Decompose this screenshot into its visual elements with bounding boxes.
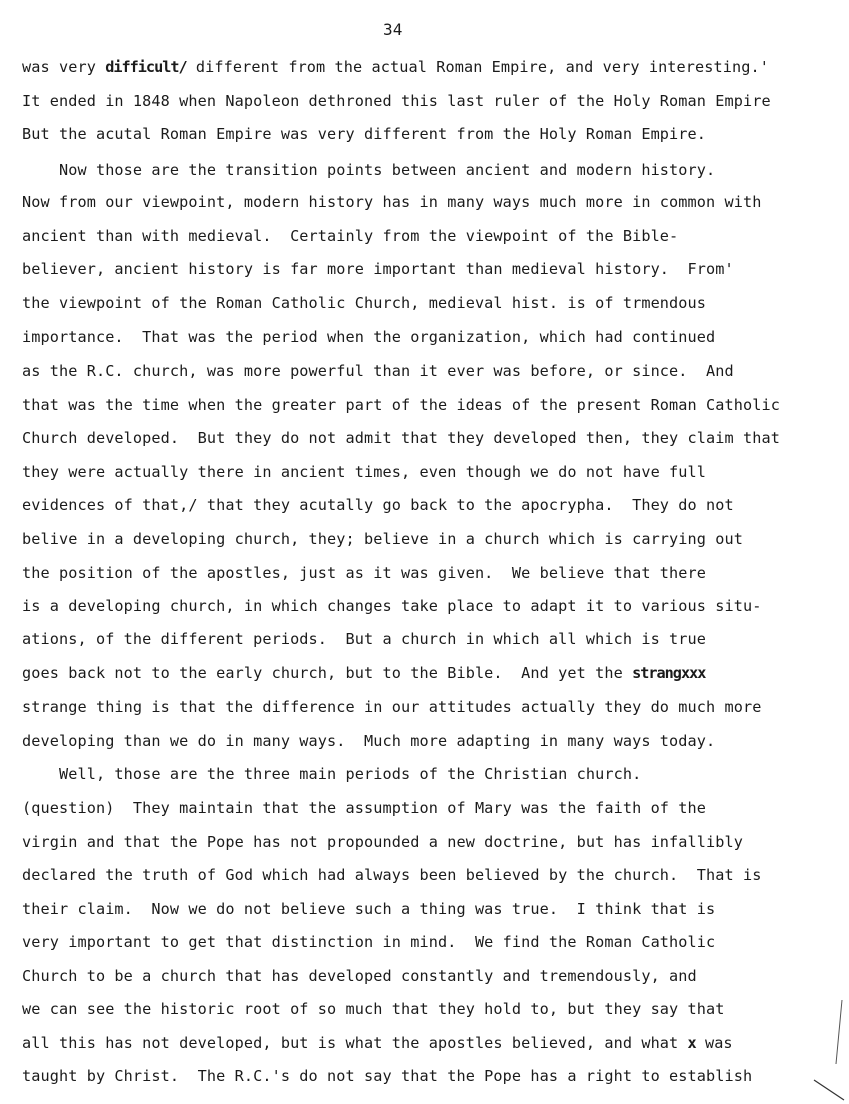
text-line-22: Well, those are the three main periods of the Christian church. xyxy=(22,765,642,783)
text-line-20: strange thing is that the difference in our attitudes actually they do much more xyxy=(22,698,762,716)
struck-out-text: x xyxy=(687,1034,696,1052)
text-line-14: evidences of that,/ that they acutally go back to the apocrypha. They do not xyxy=(22,496,734,514)
text-line-15: belive in a developing church, they; believe in a church which is carrying out xyxy=(22,530,744,548)
text-line-11: that was the time when the greater part of the ideas of the present Roman Catholic xyxy=(22,396,780,414)
text-line-31: taught by Christ. The R.C.'s do not say that the Pope has a right to establish xyxy=(22,1067,753,1085)
page-number: 34 xyxy=(383,20,403,39)
struck-out-text: strangxxx xyxy=(632,664,706,682)
text-line-29: we can see the historic root of so much that they hold to, but they say that xyxy=(22,1000,725,1018)
text-line-12: Church developed. But they do not admit that they developed then, they claim that xyxy=(22,429,780,447)
text-line-7: believer, ancient history is far more important than medieval history. From' xyxy=(22,260,734,278)
text-line-1 xyxy=(22,57,769,77)
text-line-2: It ended in 1848 when Napoleon dethroned this last ruler of the Holy Roman Empire xyxy=(22,92,771,110)
text-line-3: But the acutal Roman Empire was very different from the Holy Roman Empire. xyxy=(22,125,707,143)
text-line-26: their claim. Now we do not believe such a thing was true. I think that is xyxy=(22,900,716,918)
text-line-28: Church to be a church that has developed constantly and tremendously, and xyxy=(22,967,697,985)
margin-pencil-mark xyxy=(808,994,848,1104)
text-segment: different from the actual Roman Empire, and very interesting.' xyxy=(186,58,769,76)
text-segment: was very xyxy=(22,58,106,76)
text-line-9: importance. That was the period when the organization, which had continued xyxy=(22,328,716,346)
text-line-30 xyxy=(22,1033,733,1053)
text-line-23: (question) They maintain that the assumption of Mary was the faith of the xyxy=(22,799,707,817)
text-line-5: Now from our viewpoint, modern history has in many ways much more in common with xyxy=(22,193,762,211)
text-segment: goes back not to the early church, but to the Bible. And yet the xyxy=(22,664,633,682)
text-line-16: the position of the apostles, just as it was given. We believe that there xyxy=(22,564,707,582)
struck-out-text: difficult/ xyxy=(105,58,187,76)
text-line-21: developing than we do in many ways. Much more adapting in many ways today. xyxy=(22,732,716,750)
text-line-27: very important to get that distinction in mind. We find the Roman Catholic xyxy=(22,933,716,951)
text-line-25: declared the truth of God which had always been believed by the church. That is xyxy=(22,866,762,884)
text-line-4: Now those are the transition points between ancient and modern history. xyxy=(22,161,716,179)
text-line-10: as the R.C. church, was more powerful than it ever was before, or since. And xyxy=(22,362,734,380)
text-line-13: they were actually there in ancient times, even though we do not have full xyxy=(22,463,707,481)
text-line-18: ations, of the different periods. But a church in which all which is true xyxy=(22,630,707,648)
text-line-6: ancient than with medieval. Certainly from the viewpoint of the Bible- xyxy=(22,227,679,245)
text-segment: was xyxy=(695,1034,733,1052)
text-line-19 xyxy=(22,663,705,683)
text-line-8: the viewpoint of the Roman Catholic Church, medieval hist. is of trmendous xyxy=(22,294,707,312)
text-segment: all this has not developed, but is what the apostles believed, and what xyxy=(22,1034,688,1052)
text-line-17: is a developing church, in which changes take place to adapt it to various situ- xyxy=(22,597,762,615)
text-line-24: virgin and that the Pope has not propounded a new doctrine, but has infallibly xyxy=(22,833,744,851)
